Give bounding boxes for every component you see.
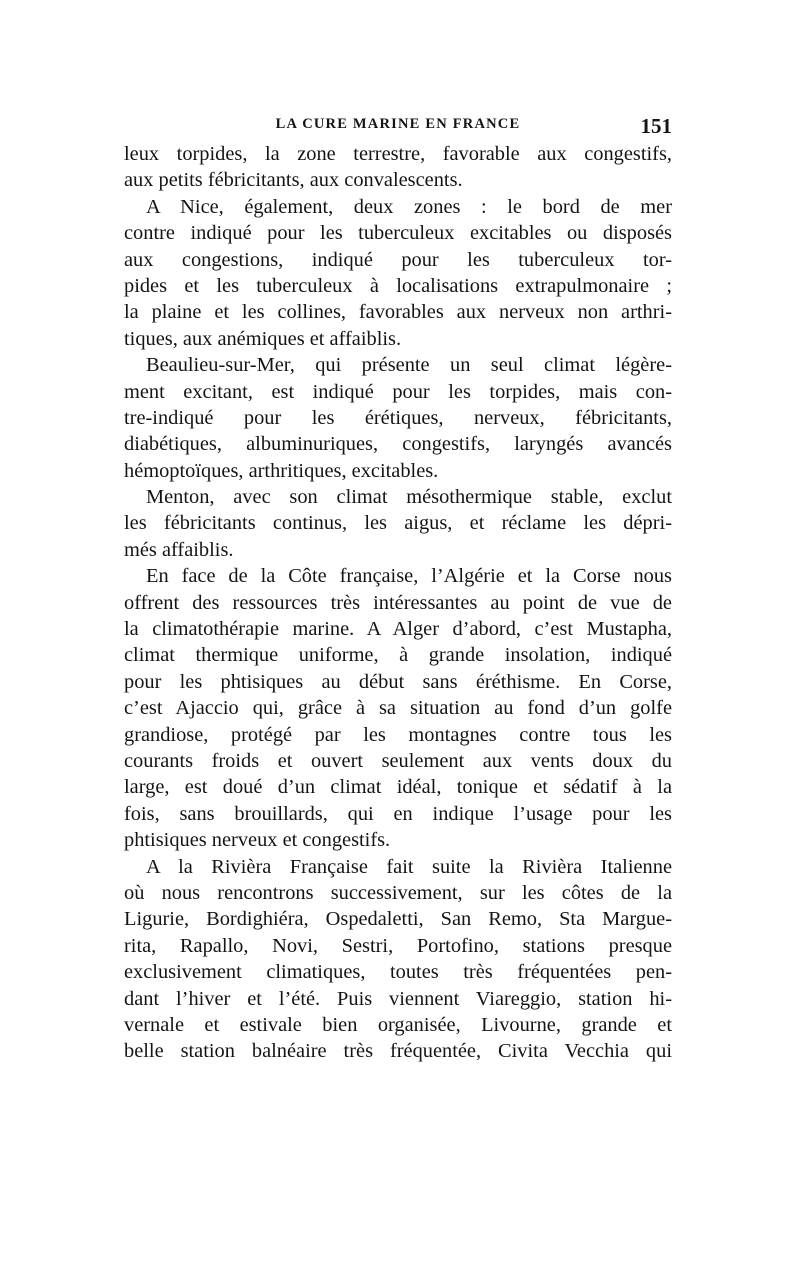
text-line: rita, Rapallo, Novi, Sestri, Portofino, stations presque [124, 934, 672, 957]
text-line: més affaiblis. [124, 538, 234, 561]
text-line: contre indiqué pour les tuberculeux excitables ou disposés [124, 222, 672, 245]
page-header [124, 114, 672, 136]
text-line: Beaulieu-sur-Mer, qui présente un seul climat légère- [146, 354, 672, 377]
text-line: fois, sans brouillards, qui en indique l’usage pour les [124, 802, 672, 825]
text-line: phtisiques nerveux et congestifs. [124, 829, 391, 852]
text-line: exclusivement climatiques, toutes très fréquentées pen- [124, 961, 672, 984]
text-line: offrent des ressources très intéressantes au point de vue de [124, 591, 672, 614]
text-line: pour les phtisiques au début sans éréthisme. En Corse, [124, 670, 672, 693]
text-line: belle station balnéaire très fréquentée, Civita Vecchia qui [124, 1040, 672, 1063]
text-line: grandiose, protégé par les montagnes contre tous les [124, 723, 672, 746]
text-line: En face de la Côte française, l’Algérie et la Corse nous [146, 565, 672, 588]
text-line: hémoptoïques, arthritiques, excitables. [124, 459, 439, 482]
text-line: tre-indiqué pour les érétiques, nerveux, fébricitants, [124, 406, 672, 429]
text-line: Menton, avec son climat mésothermique stable, exclut [146, 486, 672, 509]
text-line: leux torpides, la zone terrestre, favorable aux congestifs, [124, 143, 672, 165]
text-line: diabétiques, albuminuriques, congestifs, laryngés avancés [124, 433, 672, 456]
text-line: courants froids et ouvert seulement aux vents doux du [124, 749, 672, 772]
text-line: climat thermique uniforme, à grande insolation, indiqué [124, 644, 672, 667]
text-line: Ligurie, Bordighiéra, Ospedaletti, San Remo, Sta Margue- [124, 908, 672, 931]
text-line: large, est doué d’un climat idéal, tonique et sédatif à la [124, 776, 672, 799]
text-line: ment excitant, est indiqué pour les torpides, mais con- [124, 380, 672, 403]
text-line: la plaine et les collines, favorables aux nerveux non arthri- [124, 301, 672, 324]
running-title: LA CURE MARINE EN FRANCE [275, 116, 521, 132]
text-line: A Nice, également, deux zones : le bord de mer [146, 195, 672, 218]
text-line: pides et les tuberculeux à localisations extrapulmonaire ; [124, 274, 672, 297]
text-line: A la Rivièra Française fait suite la Rivièra Italienne [146, 855, 672, 878]
text-line: aux congestions, indiqué pour les tuberculeux tor- [124, 248, 672, 271]
text-line: vernale et estivale bien organisée, Livourne, grande et [124, 1013, 672, 1036]
text-line: aux petits fébricitants, aux convalescents. [124, 169, 463, 192]
text-line: les fébricitants continus, les aigus, et réclame les dépri- [124, 512, 672, 535]
page-number: 151 [640, 114, 672, 138]
text-line: c’est Ajaccio qui, grâce à sa situation au fond d’un golfe [124, 697, 672, 720]
body-text [124, 141, 672, 1065]
text-line: où nous rencontrons successivement, sur les côtes de la [124, 881, 672, 904]
text-line: tiques, aux anémiques et affaiblis. [124, 327, 402, 350]
text-line: la climatothérapie marine. A Alger d’abord, c’est Mustapha, [124, 618, 672, 641]
text-line: dant l’hiver et l’été. Puis viennent Viareggio, station hi- [124, 987, 672, 1010]
